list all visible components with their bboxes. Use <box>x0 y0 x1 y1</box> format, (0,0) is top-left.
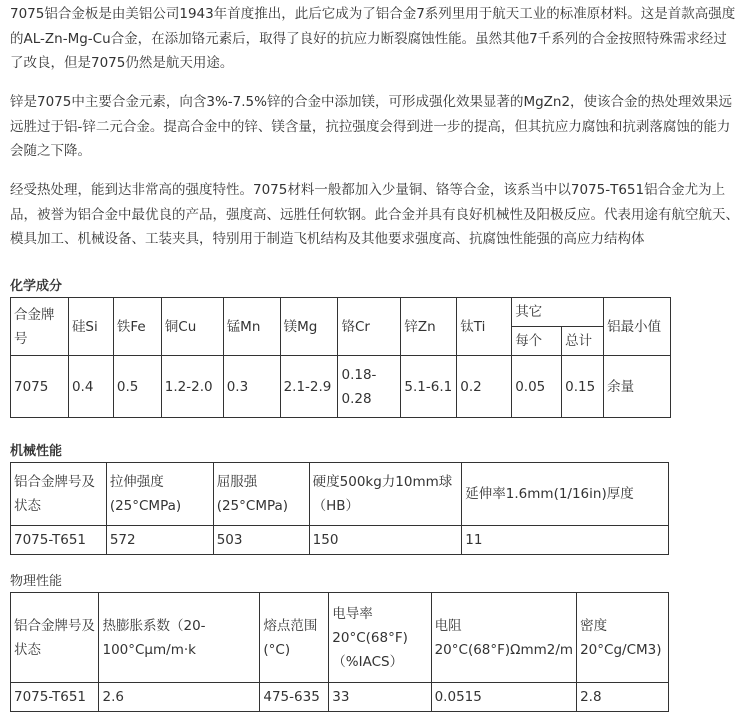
header-density: 密度20°Cg/CM3) <box>577 593 669 683</box>
header-grade: 铝合金牌号及状态 <box>11 593 99 683</box>
header-expansion: 热膨胀系数（20-100°Cμm/m·k <box>99 593 260 683</box>
intro-paragraph-1: 7075铝合金板是由美铝公司1943年首度推出，此后它成为了铝合金7系列里用于航天工业的标准原材料。这是首款高强度的AL-Zn-Mg-Cu合金，在添加铬元素后，取得了良好的抗应力断裂腐蚀性能。虽然其他7千系列的合金按照特殊需求经过了改良，但是7075仍然是航天用途。 <box>10 6 736 71</box>
cell-cr: 0.18-0.28 <box>338 356 401 418</box>
cell-yield: 503 <box>213 526 309 555</box>
cell-conductivity: 33 <box>329 683 431 712</box>
header-zn: 锌Zn <box>401 298 457 356</box>
intro-paragraph-2: 锌是7075中主要合金元素，向含3%-7.5%锌的合金中添加镁，可形成强化效果显著的MgZn2，使该合金的热处理效果远远胜过于铝-锌二元合金。提高合金中的锌、镁含量，抗拉强度会得到进一步的提高，但其抗应力腐蚀和抗剥落腐蚀的能力会随之下降。 <box>10 94 733 159</box>
header-grade: 铝合金牌号及状态 <box>11 463 107 526</box>
physical-table <box>10 592 669 712</box>
header-yield: 屈服强(25°CMPa) <box>213 463 309 526</box>
cell-grade: 7075-T651 <box>11 526 107 555</box>
mechanical-table <box>10 462 669 555</box>
chemical-table <box>10 297 671 418</box>
header-melting: 熔点范围(°C) <box>260 593 329 683</box>
cell-melting: 475-635 <box>260 683 329 712</box>
header-hardness: 硬度500kg力10mm球（HB） <box>309 463 462 526</box>
cell-grade: 7075 <box>11 356 69 418</box>
header-tensile: 拉伸强度(25°CMPa) <box>106 463 213 526</box>
cell-expansion: 2.6 <box>99 683 260 712</box>
cell-mn: 0.3 <box>223 356 280 418</box>
cell-hardness: 150 <box>309 526 462 555</box>
header-fe: 铁Fe <box>113 298 161 356</box>
header-mg: 镁Mg <box>280 298 338 356</box>
table-row <box>11 298 671 327</box>
cell-tensile: 572 <box>106 526 213 555</box>
header-total: 总计 <box>562 327 604 356</box>
header-cu: 铜Cu <box>161 298 223 356</box>
chemical-heading: 化学成分 <box>10 279 63 294</box>
header-each: 每个 <box>512 327 562 356</box>
header-al: 铝最小值 <box>604 298 671 356</box>
cell-density: 2.8 <box>577 683 669 712</box>
cell-cu: 1.2-2.0 <box>161 356 223 418</box>
cell-elongation: 11 <box>462 526 669 555</box>
header-cr: 铬Cr <box>338 298 401 356</box>
intro-paragraph-3: 经受热处理，能到达非常高的强度特性。7075材料一般都加入少量铜、铬等合金，该系当中以7075-T651铝合金尤为上品，被誉为铝合金中最优良的产品，强度高、远胜任何软钢。此合金并具有良好机械性及阳极反应。代表用途有航空航天、模具加工、机械设备、工装夹具，特别用于制造飞机结构及其他要求强度高、抗腐蚀性能强的高应力结构体 <box>10 182 739 247</box>
header-ti: 钛Ti <box>457 298 512 356</box>
table-row <box>11 526 669 555</box>
physical-heading: 物理性能 <box>10 574 63 589</box>
cell-ti: 0.2 <box>457 356 512 418</box>
header-conductivity: 电导率20°C(68°F)（%IACS） <box>329 593 431 683</box>
table-row <box>11 463 669 526</box>
cell-si: 0.4 <box>68 356 113 418</box>
table-row <box>11 593 669 683</box>
table-row <box>11 356 671 418</box>
cell-mg: 2.1-2.9 <box>280 356 338 418</box>
cell-resistance: 0.0515 <box>431 683 577 712</box>
header-si: 硅Si <box>68 298 113 356</box>
header-elongation: 延伸率1.6mm(1/16in)厚度 <box>462 463 669 526</box>
header-resistance: 电阻20°C(68°F)Ωmm2/m <box>431 593 577 683</box>
cell-total: 0.15 <box>562 356 604 418</box>
header-other: 其它 <box>512 298 604 327</box>
header-mn: 锰Mn <box>223 298 280 356</box>
cell-zn: 5.1-6.1 <box>401 356 457 418</box>
cell-al: 余量 <box>604 356 671 418</box>
cell-each: 0.05 <box>512 356 562 418</box>
cell-grade: 7075-T651 <box>11 683 99 712</box>
header-grade: 合金牌号 <box>11 298 69 356</box>
cell-fe: 0.5 <box>113 356 161 418</box>
mechanical-heading: 机械性能 <box>10 444 63 459</box>
table-row <box>11 683 669 712</box>
